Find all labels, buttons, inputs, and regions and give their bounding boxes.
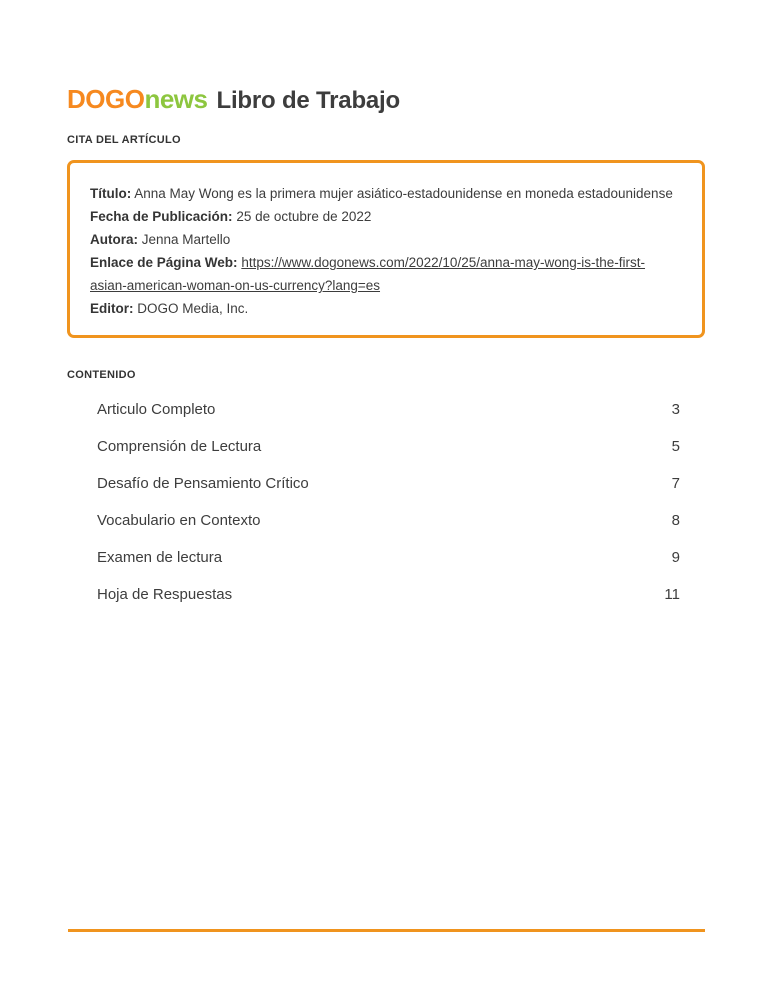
citation-field-titulo [90,182,680,205]
citation-field-editor [90,297,680,320]
toc-page-number: 7 [671,475,680,492]
citation-field-enlace-label: Enlace de Página Web: [90,255,238,270]
footer-divider [68,929,705,932]
contents-section-label: CONTENIDO [67,369,136,381]
citation-section-label: CITA DEL ARTÍCULO [67,134,181,146]
toc-item-label: Comprensión de Lectura [97,438,262,455]
citation-field-autora-value: Jenna Martello [141,232,231,247]
toc-item-label: Articulo Completo [97,401,216,418]
toc-row-comprension-de-lectura [97,428,680,465]
table-of-contents [97,391,680,613]
page-title: Libro de Trabajo [216,87,400,114]
toc-row-vocabulario-en-contexto [97,502,680,539]
toc-page-number: 8 [671,512,680,529]
toc-item-label: Desafío de Pensamiento Crítico [97,475,309,492]
citation-field-titulo-label: Título: [90,186,132,201]
page-header [67,84,400,115]
toc-page-number: 3 [671,401,680,418]
toc-item-label: Examen de lectura [97,549,223,566]
citation-field-editor-label: Editor: [90,301,134,316]
toc-row-desafio-pensamiento-critico [97,465,680,502]
toc-row-articulo-completo [97,391,680,428]
citation-field-fecha-value: 25 de octubre de 2022 [236,209,372,224]
toc-row-hoja-de-respuestas [97,576,680,613]
citation-field-titulo-value: Anna May Wong es la primera mujer asiático-estadounidense en moneda estadounidense [134,186,673,201]
toc-item-label: Hoja de Respuestas [97,586,233,603]
logo-dogo-text: DOGO [67,84,145,114]
toc-item-label: Vocabulario en Contexto [97,512,261,529]
toc-page-number: 9 [671,549,680,566]
toc-page-number: 11 [664,586,680,603]
citation-field-enlace [90,251,680,297]
article-url-link[interactable]: https://www.dogonews.com/2022/10/25/anna-may-wong-is-the-first-asian-american-woman-on-us-currency?lang=es [90,255,646,293]
dogonews-logo [67,84,207,115]
citation-box [67,160,705,338]
toc-row-examen-de-lectura [97,539,680,576]
logo-news-text: news [144,84,208,114]
toc-page-number: 5 [671,438,680,455]
citation-field-autora-label: Autora: [90,232,138,247]
citation-field-fecha-label: Fecha de Publicación: [90,209,233,224]
citation-field-fecha [90,205,680,228]
citation-field-autora [90,228,680,251]
citation-field-editor-value: DOGO Media, Inc. [137,301,249,316]
